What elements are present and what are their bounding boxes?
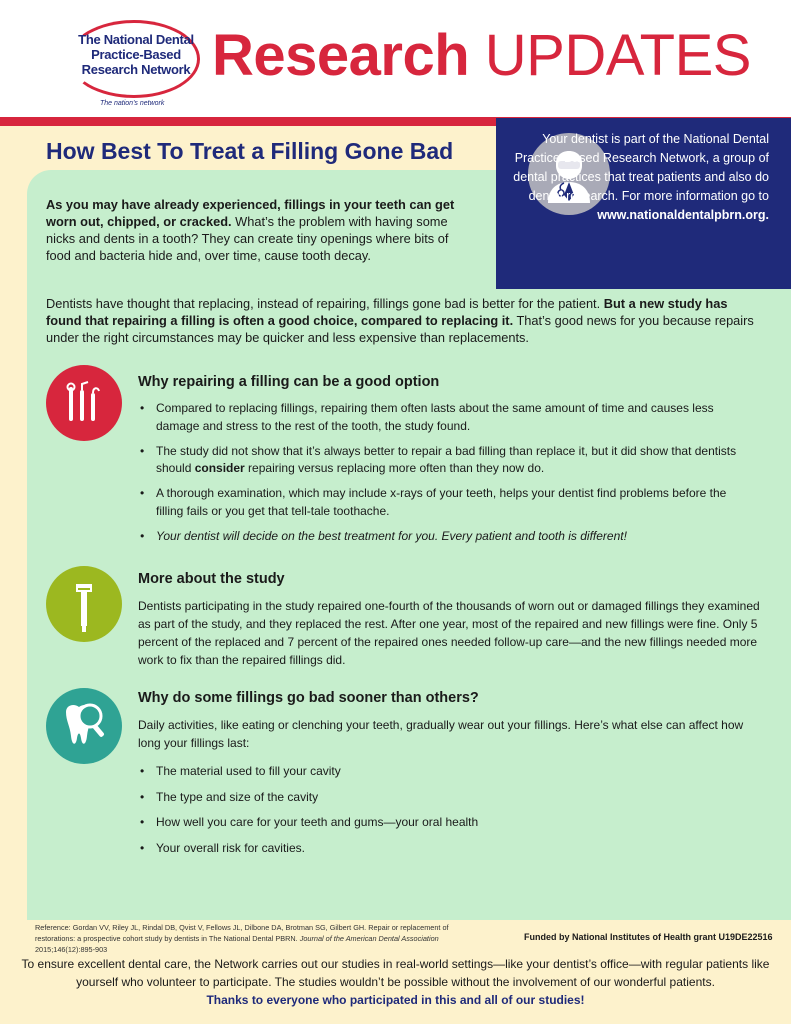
section-title: More about the study [138,571,285,587]
dental-tools-icon [46,365,122,441]
list-item [138,443,738,478]
repair-reasons-list [138,400,738,553]
list-item: • Compared to replacing fillings, repairing them often lasts about the same amount of time and causes less damage and stress to the rest of the tooth, the study found. [138,400,738,435]
network-info-box [496,118,791,289]
reference-citation [35,922,475,955]
intro-paragraph [46,196,460,264]
funding-statement: Funded by National Institutes of Health grant U19DE22516 [524,932,773,942]
intro-rest: What’s the problem with having some nicks and dents in a tooth? They can create tiny openings where bits of food and bacteria hide and, over time, cause tooth decay. [46,214,449,263]
footer-thanks: Thanks to everyone who participated in this and all of our studies! [206,993,585,1007]
wear-description: Daily activities, like eating or clenching your teeth, gradually wear out your fillings. Here’s what else can affect how long your fillings last: [138,718,744,750]
intro-bold: As you may have already experienced, fillings in your teeth can get worn out, chipped, or cracked. [46,197,455,229]
article-title: How Best To Treat a Filling Gone Bad [46,138,454,164]
logo-line: Research Network [81,62,191,77]
network-info-text [499,130,769,225]
page-title [212,24,751,88]
factors-list [138,763,738,865]
summary-end: That’s good news for you because repairs under the right circumstances may be quicker and less expensive than replacements. [46,313,754,345]
list-item: • The material used to fill your cavity [138,763,738,781]
list-item: • Your dentist will decide on the best treatment for you. Every patient and tooth is different! [138,528,738,546]
list-item: • How well you care for your teeth and gums—your oral health [138,814,738,832]
network-description: Your dentist is part of the National Dental Practice-Based Research Network, a group of dental practices that treat patients and also do dental research. For more information go to [513,132,769,203]
reference-journal: Journal of the American Dental Association [299,934,439,943]
reference-text: Reference: Gordan VV, Riley JL, Rindal DB, Qvist V, Fellows JL, Dilbone DA, Brotman SG, Gilbert GH. Repair or replacement of restorations: a prospective cohort study by dentists in The National Dental PBRN. [35,923,449,943]
tooth-magnifier-icon [46,688,122,764]
list-item: • A thorough examination, which may include x-rays of your teeth, helps your dentist find problems before the filling fails or you get that tell-tale toothache. [138,485,738,520]
header [0,0,791,118]
section-title: Why repairing a filling can be a good option [138,374,440,390]
logo [70,32,202,77]
list-item-bold: consider [194,461,245,475]
section-title: Why do some fillings go bad sooner than others? [138,690,479,706]
summary-paragraph [46,295,766,346]
summary-start: Dentists have thought that replacing, instead of repairing, fillings gone bad is better for the patient. [46,296,604,311]
logo-line: Practice-Based [91,47,181,62]
logo-line: The National Dental [78,32,194,47]
network-url-link[interactable]: www.nationaldentalpbrn.org. [597,208,769,222]
list-item: • The type and size of the cavity [138,789,738,807]
title-bold: Research [212,23,470,88]
dental-drill-icon [46,566,122,642]
footer-text: To ensure excellent dental care, the Network carries out our studies in real-world settings—like your dentist’s office—with regular patients like yourself who volunteer to participate. The studies wouldn’t be possible without the involvement of our wonderful patients. [21,957,770,989]
footer [20,955,771,1009]
title-light: UPDATES [484,23,751,88]
study-description: Dentists participating in the study repaired one-fourth of the thousands of worn out or damaged fillings they examined as part of the study, and they replaced the rest. After one year, most of the repaired and new fillings were fine. Only 5 percent of the replaced and 7 percent of the repaired ones needed follow-up care—and the new fillings needed more work to fix than the repaired fillings did. [138,599,760,667]
list-item-text: The study did not show that it’s always better to repair a bad filling than replace it, but it did show that dentists should [156,443,737,475]
reference-volume: 2015;146(12):895-903 [35,945,108,954]
logo-tagline: The nation's network [100,100,165,107]
summary-bold: But a new study has found that repairing a filling is often a good choice, compared to replacing it. [46,296,728,328]
list-item-text: repairing versus replacing more often than they now do. [244,461,545,475]
list-item: • Your overall risk for cavities. [138,840,738,858]
